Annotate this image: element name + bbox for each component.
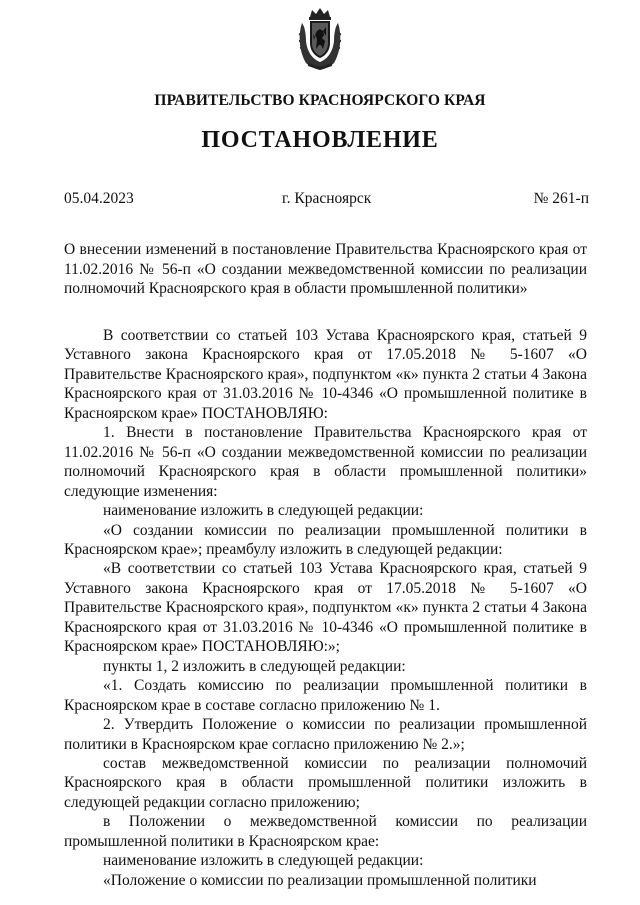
government-name: ПРАВИТЕЛЬСТВО КРАСНОЯРСКОГО КРАЯ xyxy=(154,92,486,109)
document-number: № 261-п xyxy=(533,190,589,207)
document-subject: О внесении изменений в постановление Правительства Красноярского края от 11.02.2016 № 56-п «О создании межведомственной комиссии по реализации полномочий Красноярского края в области промышленной политики» xyxy=(64,241,587,298)
paragraph: 1. Внести в постановление Правительства Красноярского края от 11.02.2016 № 56-п «О создании межведомственной комиссии по реализации полномочий Красноярского края в области промышленной политики» следующие изменения: xyxy=(64,424,587,500)
document-date: 05.04.2023 xyxy=(64,190,134,207)
document-body xyxy=(64,326,587,890)
document-city: г. Красноярск xyxy=(282,190,372,207)
paragraph: наименование изложить в следующей редакции: xyxy=(103,852,424,870)
paragraph: в Положении о межведомственной комиссии по реализации промышленной политики в Красноярском крае: xyxy=(64,813,587,850)
paragraph: наименование изложить в следующей редакции: xyxy=(103,502,424,520)
document-type-title: ПОСТАНОВЛЕНИЕ xyxy=(201,127,439,153)
paragraph: «1. Создать комиссию по реализации промышленной политики в Красноярском крае в составе согласно приложению № 1. xyxy=(64,677,587,714)
paragraph: «В соответствии со статьей 103 Устава Красноярского края, статьей 9 Уставного закона Красноярского края от 17.05.2018 № 5-1607 «О Правительстве Красноярского края», подпунктом «к» пункта 2 статьи 4 Закона Красноярского края от 31.03.2016 № 10-4346 «О промышленной политике в Красноярском крае» ПОСТАНОВЛЯЮ:»; xyxy=(64,560,587,656)
paragraph: состав межведомственной комиссии по реализации полномочий Красноярского края в области промышленной политики изложить в следующей редакции согласно приложению; xyxy=(64,754,587,811)
krasnoyarsk-coat-of-arms-icon xyxy=(296,5,344,71)
paragraph: 2. Утвердить Положение о комиссии по реализации промышленной политики в Красноярском крае согласно приложению № 2.»; xyxy=(64,716,587,753)
paragraph: пункты 1, 2 изложить в следующей редакции: xyxy=(103,657,406,675)
paragraph: В соответствии со статьей 103 Устава Красноярского края, статьей 9 Уставного закона Красноярского края от 17.05.2018 № 5-1607 «О Правительстве Красноярского края», подпунктом «к» пункта 2 статьи 4 Закона Красноярского края от 31.03.2016 № 10-4346 «О промышленной политике в Красноярском крае» ПОСТАНОВЛЯЮ: xyxy=(64,327,587,422)
paragraph: «Положение о комиссии по реализации промышленной политики xyxy=(103,871,537,889)
paragraph: «О создании комиссии по реализации промышленной политики в Красноярском крае»; преамбулу изложить в следующей редакции: xyxy=(64,521,587,558)
